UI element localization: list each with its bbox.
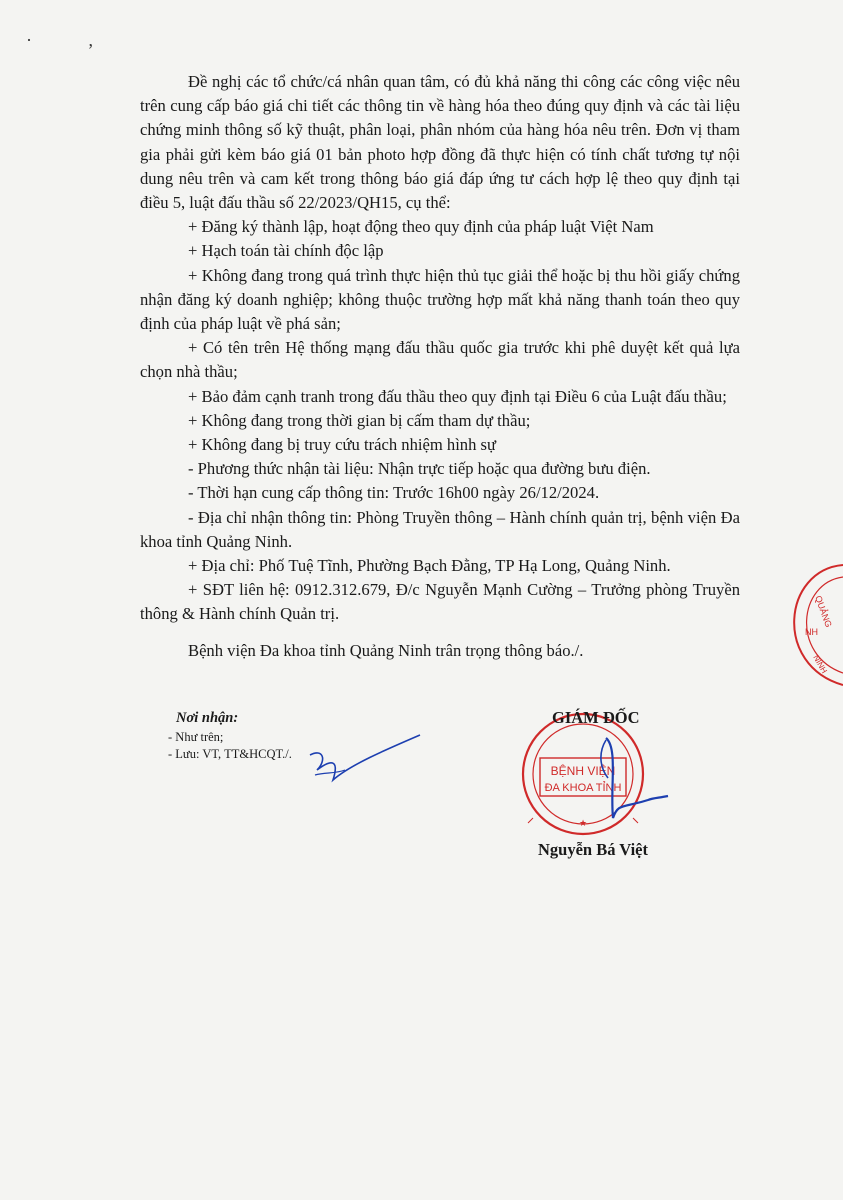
body-paragraph: + Không đang trong quá trình thực hiện thủ tục giải thể hoặc bị thu hồi giấy chứng nhận đăng ký doanh nghiệp; không thuộc trường hợp mất khả năng thanh toán theo quy định của pháp luật về phá sản; [140, 265, 740, 334]
stamp-line-2: ĐA KHOA TỈNH [544, 782, 622, 794]
body-paragraph: - Thời hạn cung cấp thông tin: Trước 16h00 ngày 26/12/2024. [188, 483, 600, 503]
recipients-block [168, 710, 292, 763]
body-paragraph: + Không đang bị truy cứu trách nhiệm hình sự [188, 435, 497, 455]
scan-specks: · , [26, 30, 119, 50]
body-paragraph: + Địa chỉ: Phố Tuệ Tĩnh, Phường Bạch Đằng, TP Hạ Long, Quảng Ninh. [188, 556, 671, 576]
signer-position: GIÁM ĐỐC [552, 708, 640, 727]
body-paragraph: + SĐT liên hệ: 0912.312.679, Đ/c Nguyễn Mạnh Cường – Trưởng phòng Truyền thông & Hành chính Quản trị. [140, 580, 740, 624]
body-paragraph: + Không đang trong thời gian bị cấm tham dự thầu; [188, 410, 531, 430]
body-paragraph: + Có tên trên Hệ thống mạng đấu thầu quốc gia trước khi phê duyệt kết quả lựa chọn nhà thầu; [140, 338, 740, 382]
body-paragraph: + Hạch toán tài chính độc lập [188, 241, 384, 261]
signer-name: Nguyễn Bá Việt [538, 840, 649, 859]
initial-signature [305, 730, 425, 790]
recipient-item: - Như trên; [168, 730, 224, 744]
recipients-title: Nơi nhận: [176, 710, 239, 726]
stamp-line-1: BỆNH VIỆN [550, 764, 616, 778]
closing-line: Bệnh viện Đa khoa tỉnh Quảng Ninh trân trọng thông báo./. [188, 640, 584, 660]
side-seal-text-3: NINH [811, 653, 829, 675]
document-body [140, 70, 740, 663]
recipient-item: - Lưu: VT, TT&HCQT./. [168, 747, 292, 761]
svg-text:★: ★ [578, 818, 588, 828]
body-paragraph: - Phương thức nhận tài liệu: Nhận trực tiếp hoặc qua đường bưu điện. [188, 459, 651, 479]
side-seal-text-2: NH [805, 627, 818, 637]
body-paragraph: + Đăng ký thành lập, hoạt động theo quy định của pháp luật Việt Nam [188, 217, 654, 237]
body-paragraph: Đề nghị các tổ chức/cá nhân quan tâm, có đủ khả năng thi công các công việc nêu trên cung cấp báo giá chi tiết các thông tin về hàng hóa theo đúng quy định và các tài liệu chứng minh thông số kỹ thuật, phân loại, phân nhóm của hàng hóa nêu trên. Đơn vị tham gia phải gửi kèm báo giá 01 bản photo hợp đồng đã thực hiện có tính chất tương tự nội dung nêu trên và cam kết trong thông báo giá đáp ứng tư cách hợp lệ theo quy định tại điều 5, luật đấu thầu số 22/2023/QH15, cụ thể: [140, 72, 740, 213]
body-paragraph: - Địa chỉ nhận thông tin: Phòng Truyền thông – Hành chính quản trị, bệnh viện Đa khoa tỉnh Quảng Ninh. [140, 507, 740, 551]
signature-block [498, 708, 728, 868]
official-stamp [498, 708, 678, 843]
body-paragraph: + Bảo đảm cạnh tranh trong đấu thầu theo quy định tại Điều 6 của Luật đấu thầu; [188, 386, 727, 406]
side-seal-fragment [743, 555, 843, 695]
side-seal-text-1: QUẢNG [813, 594, 834, 629]
